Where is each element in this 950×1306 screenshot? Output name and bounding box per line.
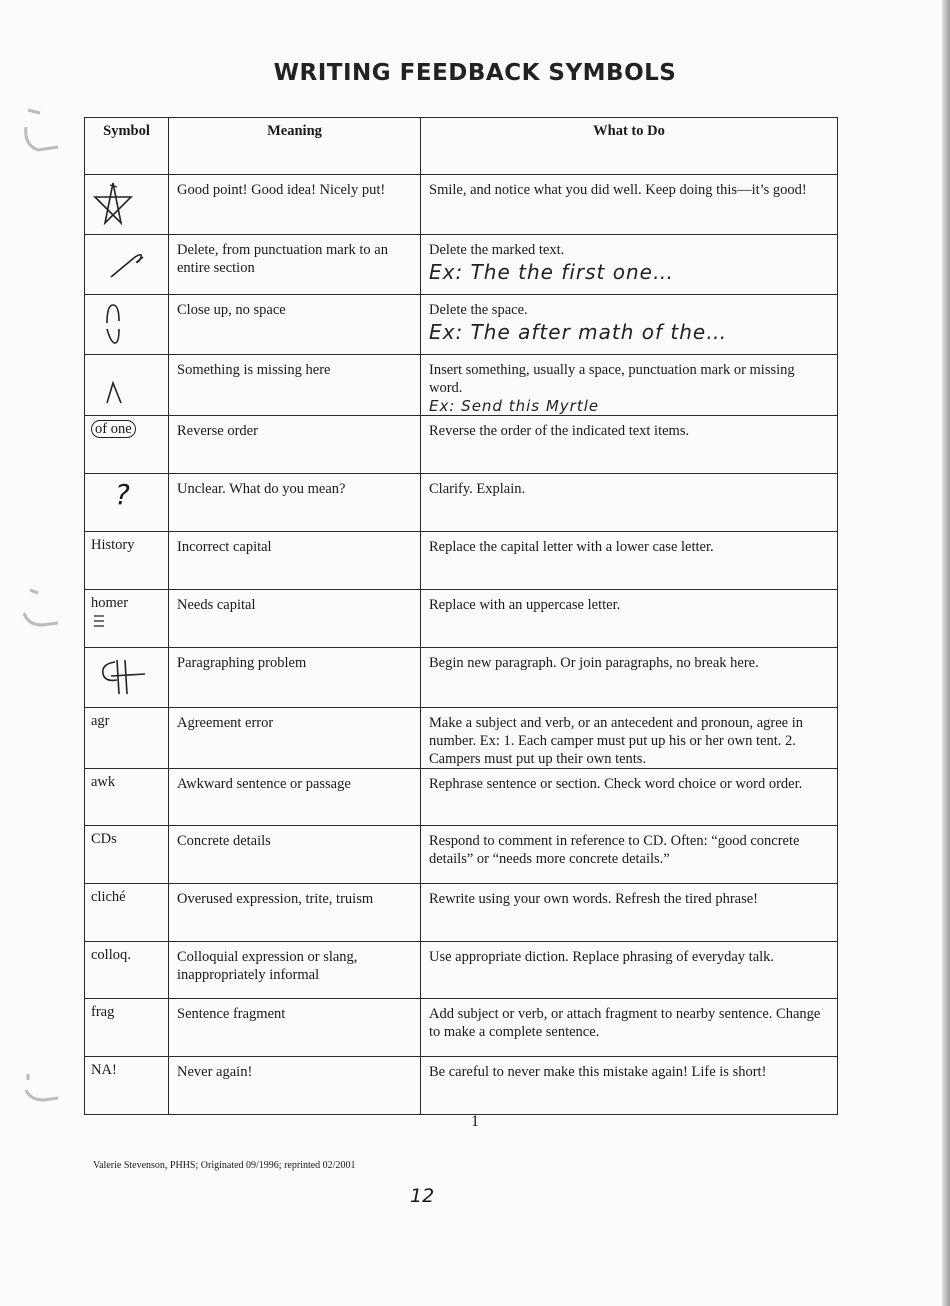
underline-marks [91, 612, 111, 630]
table-row [85, 590, 838, 648]
caret-icon [91, 359, 135, 409]
symbol-cell: awk [85, 769, 169, 826]
todo-cell: Be careful to never make this mistake again! Life is short! [421, 1057, 838, 1115]
table-header-row [85, 118, 838, 175]
meaning-cell: Overused expression, trite, truism [169, 884, 421, 942]
page-title: WRITING FEEDBACK SYMBOLS [273, 60, 677, 86]
todo-cell: Replace the capital letter with a lower case letter. [421, 532, 838, 590]
triple-underline-icon: homer [91, 595, 129, 611]
todo-cell: Begin new paragraph. Or join paragraphs, no break here. [421, 648, 838, 708]
table-row [85, 769, 838, 826]
meaning-cell: Delete, from punctuation mark to an entire section [169, 235, 421, 295]
table-row [85, 416, 838, 474]
symbol-cell: CDs [85, 826, 169, 884]
symbol-cell [85, 295, 169, 355]
symbol-cell: cliché [85, 884, 169, 942]
meaning-cell: Something is missing here [169, 355, 421, 416]
meaning-cell: Paragraphing problem [169, 648, 421, 708]
table-row [85, 235, 838, 295]
table-row [85, 175, 838, 235]
meaning-cell: Concrete details [169, 826, 421, 884]
todo-cell: Respond to comment in reference to CD. Often: “good concrete details” or “needs more concrete details.” [421, 826, 838, 884]
handwritten-example: Ex: The after math of the… [429, 320, 728, 344]
todo-cell: Smile, and notice what you did well. Keep doing this—it’s good! [421, 175, 838, 235]
meaning-cell: Agreement error [169, 708, 421, 769]
handwritten-page-number: 12 [410, 1185, 435, 1207]
page-edge-shadow [942, 0, 950, 1306]
reverse-order-icon: of one [91, 420, 136, 438]
todo-cell [421, 235, 838, 295]
star-icon [91, 179, 135, 229]
table-row [85, 826, 838, 884]
meaning-cell: Colloquial expression or slang, inappropriately informal [169, 942, 421, 999]
todo-cell: Clarify. Explain. [421, 474, 838, 532]
question-icon: ? [115, 478, 130, 511]
binder-hole-mark [18, 585, 63, 635]
table-row [85, 355, 838, 416]
paragraph-icon [91, 652, 151, 702]
todo-cell [421, 355, 838, 416]
header-meaning: Meaning [169, 118, 421, 175]
symbol-cell [85, 648, 169, 708]
symbol-cell [85, 416, 169, 474]
header-todo: What to Do [421, 118, 838, 175]
symbol-cell [85, 532, 169, 590]
symbol-cell [85, 235, 169, 295]
symbol-cell [85, 175, 169, 235]
symbol-cell: colloq. [85, 942, 169, 999]
todo-text: Delete the marked text. [429, 242, 565, 258]
todo-cell: Rewrite using your own words. Refresh the tired phrase! [421, 884, 838, 942]
handwritten-example: Ex: The the first one… [429, 260, 674, 284]
meaning-cell: Incorrect capital [169, 532, 421, 590]
todo-text: Delete the space. [429, 302, 528, 318]
todo-cell: Reverse the order of the indicated text items. [421, 416, 838, 474]
handwritten-example: Ex: Send this Myrtle [429, 397, 600, 415]
table-row [85, 884, 838, 942]
symbol-cell [85, 355, 169, 416]
header-symbol: Symbol [85, 118, 169, 175]
symbol-cell: NA! [85, 1057, 169, 1115]
table-row [85, 1057, 838, 1115]
feedback-symbols-table [84, 117, 838, 1115]
todo-cell: Add subject or verb, or attach fragment to nearby sentence. Change to make a complete sentence. [421, 999, 838, 1057]
close-up-icon [91, 299, 135, 349]
todo-cell: Rephrase sentence or section. Check word choice or word order. [421, 769, 838, 826]
footer-credit: Valerie Stevenson, PHHS; Originated 09/1996; reprinted 02/2001 [93, 1160, 356, 1171]
lowercase-slash-icon: History [91, 537, 135, 553]
page-number: 1 [471, 1113, 479, 1130]
binder-hole-mark [18, 105, 63, 160]
meaning-cell: Needs capital [169, 590, 421, 648]
table-row [85, 295, 838, 355]
symbol-cell [85, 590, 169, 648]
meaning-cell: Never again! [169, 1057, 421, 1115]
table-row [85, 532, 838, 590]
meaning-cell: Awkward sentence or passage [169, 769, 421, 826]
table-row [85, 942, 838, 999]
meaning-cell: Good point! Good idea! Nicely put! [169, 175, 421, 235]
delete-mark-icon [91, 239, 151, 289]
table-row [85, 708, 838, 769]
symbol-cell: agr [85, 708, 169, 769]
todo-cell: Make a subject and verb, or an antecedent and pronoun, agree in number. Ex: 1. Each camper must put up his or her own tent. 2. Campers must put up their own tents. [421, 708, 838, 769]
todo-cell [421, 295, 838, 355]
todo-cell: Replace with an uppercase letter. [421, 590, 838, 648]
table-row [85, 648, 838, 708]
todo-cell: Use appropriate diction. Replace phrasing of everyday talk. [421, 942, 838, 999]
meaning-cell: Reverse order [169, 416, 421, 474]
meaning-cell: Close up, no space [169, 295, 421, 355]
symbol-cell: frag [85, 999, 169, 1057]
symbol-cell [85, 474, 169, 532]
table-row [85, 999, 838, 1057]
meaning-cell: Sentence fragment [169, 999, 421, 1057]
binder-hole-mark [18, 1070, 63, 1110]
todo-text: Insert something, usually a space, punctuation mark or missing word. [429, 362, 795, 396]
meaning-cell: Unclear. What do you mean? [169, 474, 421, 532]
table-row [85, 474, 838, 532]
